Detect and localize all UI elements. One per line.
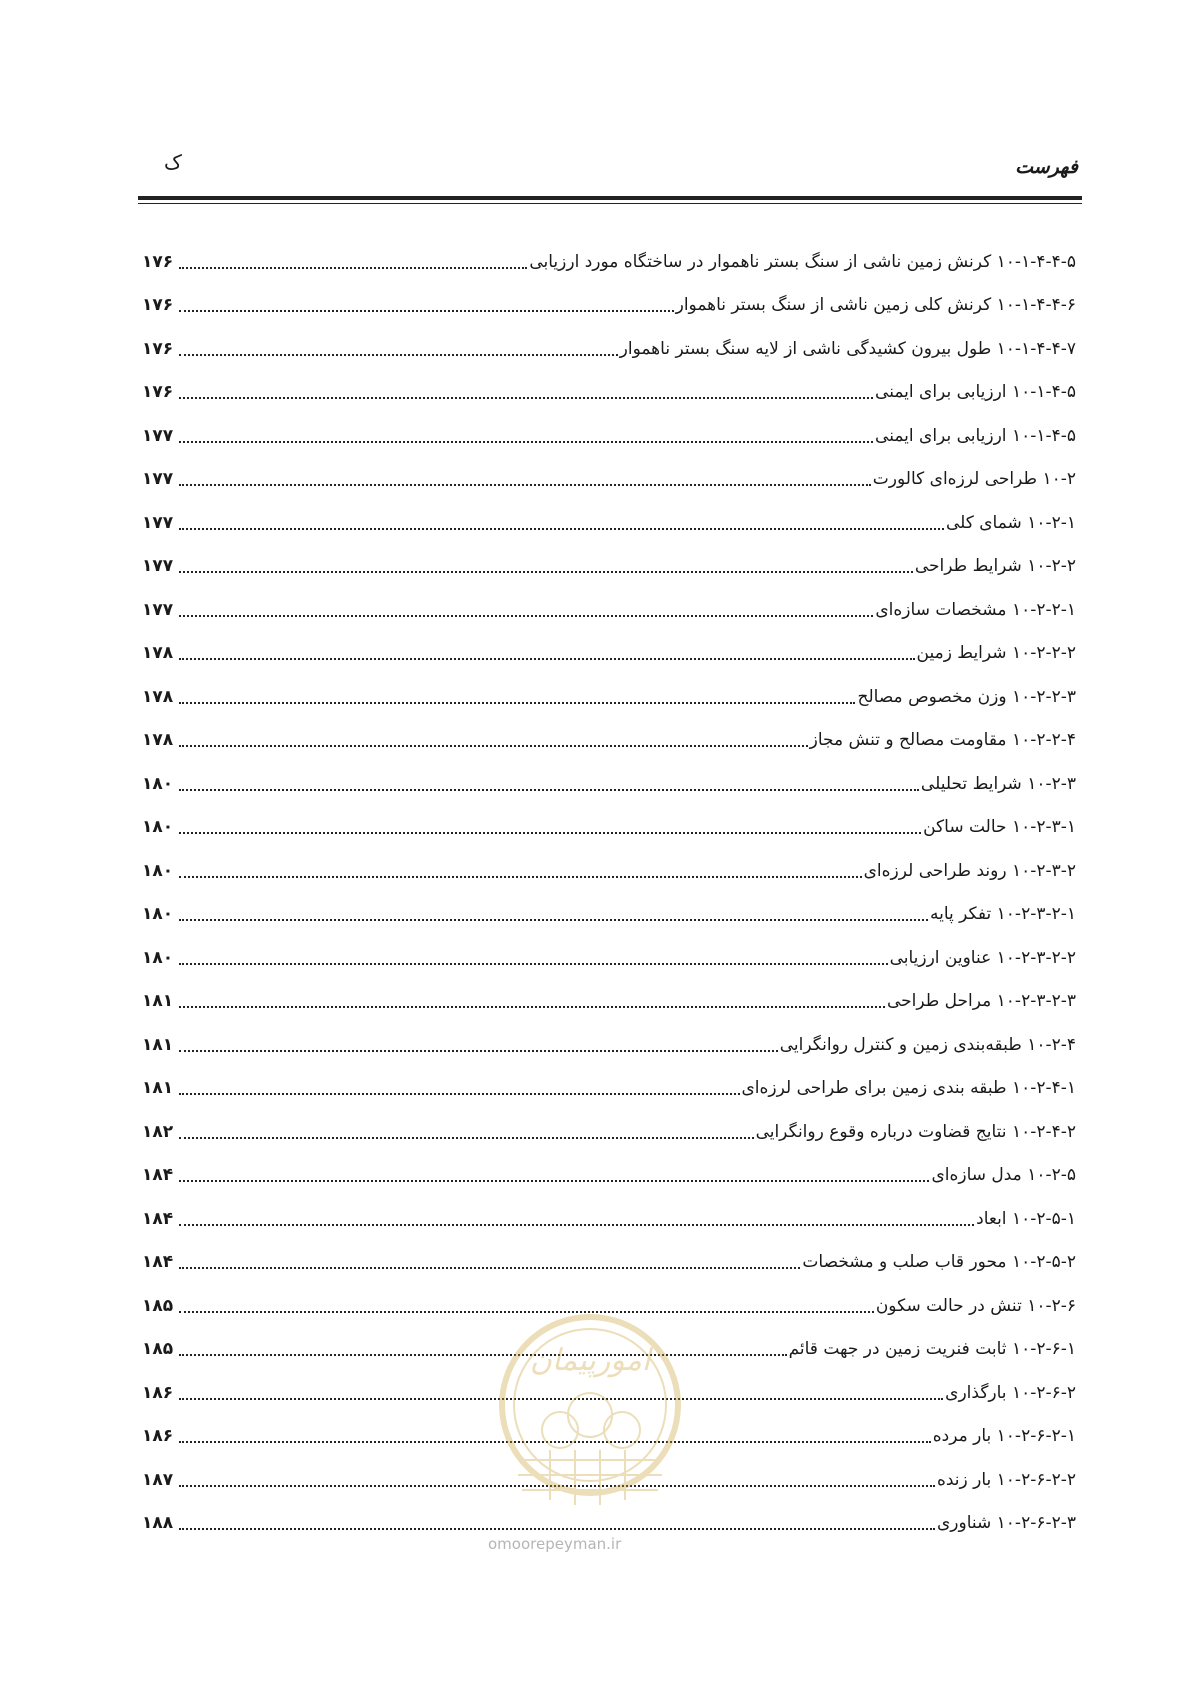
toc-entry-title: ۱۰-۲-۱ شمای کلی bbox=[945, 512, 1076, 533]
toc-entry-title: ۱۰-۲-۲-۲ شرایط زمین bbox=[916, 643, 1076, 664]
toc-entry-title: ۱۰-۲-۲ شرایط طراحی bbox=[914, 556, 1076, 577]
toc-entry-page: ۱۷۸ bbox=[142, 686, 174, 707]
toc-entry[interactable] bbox=[142, 893, 1076, 937]
toc-leader-dots bbox=[179, 745, 807, 747]
toc-entry-title: ۱۰-۲-۶-۲-۱ بار مرده bbox=[932, 1426, 1076, 1447]
toc-entry-page: ۱۸۵ bbox=[142, 1295, 174, 1316]
toc-entry[interactable] bbox=[142, 284, 1076, 328]
page-header bbox=[140, 150, 1078, 180]
toc-entry-title: ۱۰-۲-۳-۲-۱ تفکر پایه bbox=[930, 904, 1076, 925]
toc-entry[interactable] bbox=[142, 240, 1076, 284]
toc-entry-page: ۱۸۱ bbox=[142, 991, 174, 1012]
toc-entry[interactable] bbox=[142, 327, 1076, 371]
toc-entry-page: ۱۸۰ bbox=[142, 860, 174, 881]
toc-entry-page: ۱۸۰ bbox=[142, 773, 174, 794]
toc-entry-title: ۱۰-۲-۲-۳ وزن مخصوص مصالح bbox=[857, 686, 1076, 707]
toc-entry-page: ۱۷۶ bbox=[142, 295, 174, 316]
toc-leader-dots bbox=[179, 919, 928, 921]
toc-leader-dots bbox=[179, 702, 855, 704]
header-page-letter: ک bbox=[164, 150, 182, 174]
toc-entry-title: ۱۰-۲-۳-۲-۲ عناوین ارزیابی bbox=[889, 947, 1076, 968]
watermark-url: omoorepeyman.ir bbox=[488, 1535, 622, 1553]
toc-leader-dots bbox=[179, 832, 921, 834]
toc-entry[interactable] bbox=[142, 1067, 1076, 1111]
toc-entry-title: ۱۰-۱-۴-۵ ارزیابی برای ایمنی bbox=[875, 382, 1076, 403]
toc-entry-page: ۱۷۸ bbox=[142, 730, 174, 751]
header-rule-thin bbox=[138, 203, 1082, 204]
toc-entry[interactable] bbox=[142, 1154, 1076, 1198]
toc-leader-dots bbox=[179, 876, 861, 878]
toc-leader-dots bbox=[179, 1180, 929, 1182]
toc-leader-dots bbox=[179, 1224, 974, 1226]
toc-entry-title: ۱۰-۲-۶-۲-۲ بار زنده bbox=[936, 1469, 1076, 1490]
toc-entry-title: ۱۰-۲-۳-۲ روند طراحی لرزه‌ای bbox=[863, 860, 1076, 881]
toc-entry-page: ۱۸۱ bbox=[142, 1034, 174, 1055]
toc-entry-page: ۱۷۶ bbox=[142, 338, 174, 359]
toc-entry-page: ۱۸۰ bbox=[142, 947, 174, 968]
toc-entry-page: ۱۸۶ bbox=[142, 1382, 174, 1403]
toc-entry-page: ۱۷۷ bbox=[142, 556, 174, 577]
toc-entry-title: ۱۰-۲-۳ شرایط تحلیلی bbox=[920, 773, 1076, 794]
toc-leader-dots bbox=[179, 658, 914, 660]
toc-entry-page: ۱۸۱ bbox=[142, 1078, 174, 1099]
toc-entry[interactable] bbox=[142, 371, 1076, 415]
toc-entry-page: ۱۷۷ bbox=[142, 512, 174, 533]
toc-entry[interactable] bbox=[142, 1110, 1076, 1154]
toc-leader-dots bbox=[179, 1267, 800, 1269]
toc-entry[interactable] bbox=[142, 1023, 1076, 1067]
toc-leader-dots bbox=[179, 1050, 778, 1052]
toc-entry-title: ۱۰-۲-۴ طبقه‌بندی زمین و کنترل روانگرایی bbox=[779, 1034, 1076, 1055]
toc-leader-dots bbox=[179, 789, 919, 791]
toc-entry[interactable] bbox=[142, 588, 1076, 632]
toc-entry-title: ۱۰-۲-۵ مدل سازه‌ای bbox=[931, 1165, 1076, 1186]
toc-leader-dots bbox=[179, 571, 913, 573]
toc-entry[interactable] bbox=[142, 936, 1076, 980]
toc-entry-page: ۱۷۷ bbox=[142, 425, 174, 446]
toc-entry-page: ۱۸۲ bbox=[142, 1121, 174, 1142]
toc-entry-page: ۱۸۵ bbox=[142, 1339, 174, 1360]
toc-entry-title: ۱۰-۲-۵-۲ محور قاب صلب و مشخصات bbox=[802, 1252, 1076, 1273]
toc-entry-page: ۱۷۸ bbox=[142, 643, 174, 664]
toc-entry-title: ۱۰-۲-۶-۲-۳ شناوری bbox=[936, 1513, 1076, 1534]
toc-entry[interactable] bbox=[142, 762, 1076, 806]
toc-leader-dots bbox=[179, 484, 871, 486]
toc-entry-page: ۱۸۸ bbox=[142, 1513, 174, 1534]
toc-entry-title: ۱۰-۱-۴-۴-۵ کرنش زمین ناشی از سنگ بستر ناهموار در ساختگاه مورد ارزیابی bbox=[529, 251, 1076, 272]
toc-leader-dots bbox=[179, 615, 873, 617]
toc-leader-dots bbox=[179, 1137, 753, 1139]
toc-entry[interactable] bbox=[142, 849, 1076, 893]
toc-entry[interactable] bbox=[142, 1241, 1076, 1285]
toc-entry-page: ۱۸۶ bbox=[142, 1426, 174, 1447]
toc-entry-page: ۱۸۰ bbox=[142, 904, 174, 925]
toc-entry-title: ۱۰-۲-۴-۱ طبقه بندی زمین برای طراحی لرزه‌ای bbox=[741, 1078, 1076, 1099]
toc-entry[interactable] bbox=[142, 719, 1076, 763]
toc-entry-page: ۱۸۰ bbox=[142, 817, 174, 838]
toc-leader-dots bbox=[179, 963, 887, 965]
toc-entry-page: ۱۷۷ bbox=[142, 469, 174, 490]
toc-entry-title: ۱۰-۱-۴-۴-۷ طول بیرون کشیدگی ناشی از لایه سنگ بستر ناهموار bbox=[619, 338, 1076, 359]
toc-leader-dots bbox=[179, 267, 527, 269]
toc-leader-dots bbox=[179, 397, 873, 399]
toc-entry[interactable] bbox=[142, 675, 1076, 719]
toc-leader-dots bbox=[179, 528, 944, 530]
toc-entry-title: ۱۰-۲-۶-۲ بارگذاری bbox=[945, 1382, 1076, 1403]
toc-entry[interactable] bbox=[142, 501, 1076, 545]
toc-entry-title: ۱۰-۲ طراحی لرزه‌ای کالورت bbox=[872, 469, 1076, 490]
toc-entry[interactable] bbox=[142, 806, 1076, 850]
toc-entry-page: ۱۷۶ bbox=[142, 382, 174, 403]
toc-entry-title: ۱۰-۲-۲-۱ مشخصات سازه‌ای bbox=[875, 599, 1076, 620]
toc-leader-dots bbox=[179, 1006, 885, 1008]
toc-leader-dots bbox=[179, 1093, 739, 1095]
header-rule-thick bbox=[138, 196, 1082, 200]
toc-entry-page: ۱۸۴ bbox=[142, 1208, 174, 1229]
toc-entry[interactable] bbox=[142, 458, 1076, 502]
toc-entry-title: ۱۰-۲-۴-۲ نتایج قضاوت درباره وقوع روانگرایی bbox=[755, 1121, 1076, 1142]
toc-entry-title: ۱۰-۲-۲-۴ مقاومت مصالح و تنش مجاز bbox=[809, 730, 1076, 751]
toc-leader-dots bbox=[179, 441, 873, 443]
toc-entry-title: ۱۰-۲-۳-۲-۳ مراحل طراحی bbox=[886, 991, 1076, 1012]
watermark-logo-icon bbox=[490, 1310, 690, 1540]
toc-entry[interactable] bbox=[142, 1197, 1076, 1241]
toc-leader-dots bbox=[179, 310, 673, 312]
toc-entry-page: ۱۸۴ bbox=[142, 1252, 174, 1273]
header-title: فهرست bbox=[1015, 156, 1078, 178]
toc-entry-page: ۱۷۷ bbox=[142, 599, 174, 620]
toc-entry-page: ۱۸۷ bbox=[142, 1469, 174, 1490]
toc-entry-page: ۱۷۶ bbox=[142, 251, 174, 272]
toc-entry-title: ۱۰-۲-۳-۱ حالت ساکن bbox=[923, 817, 1076, 838]
toc-entry-title: ۱۰-۲-۵-۱ ابعاد bbox=[976, 1208, 1076, 1229]
toc-entry-title: ۱۰-۲-۶ تنش در حالت سکون bbox=[875, 1295, 1076, 1316]
watermark-logo-text: امورپیمان bbox=[529, 1343, 651, 1378]
toc-entry[interactable] bbox=[142, 980, 1076, 1024]
toc-entry[interactable] bbox=[142, 632, 1076, 676]
toc-entry[interactable] bbox=[142, 414, 1076, 458]
toc-entry-title: ۱۰-۱-۴-۴-۶ کرنش کلی زمین ناشی از سنگ بستر ناهموار bbox=[675, 295, 1076, 316]
toc-entry-title: ۱۰-۲-۶-۱ ثابت فنریت زمین در جهت قائم bbox=[788, 1339, 1076, 1360]
toc-leader-dots bbox=[179, 354, 618, 356]
toc-entry[interactable] bbox=[142, 545, 1076, 589]
toc-leader-dots bbox=[179, 1354, 786, 1356]
toc-entry-page: ۱۸۴ bbox=[142, 1165, 174, 1186]
toc-entry-title: ۱۰-۱-۴-۵ ارزیابی برای ایمنی bbox=[875, 425, 1076, 446]
